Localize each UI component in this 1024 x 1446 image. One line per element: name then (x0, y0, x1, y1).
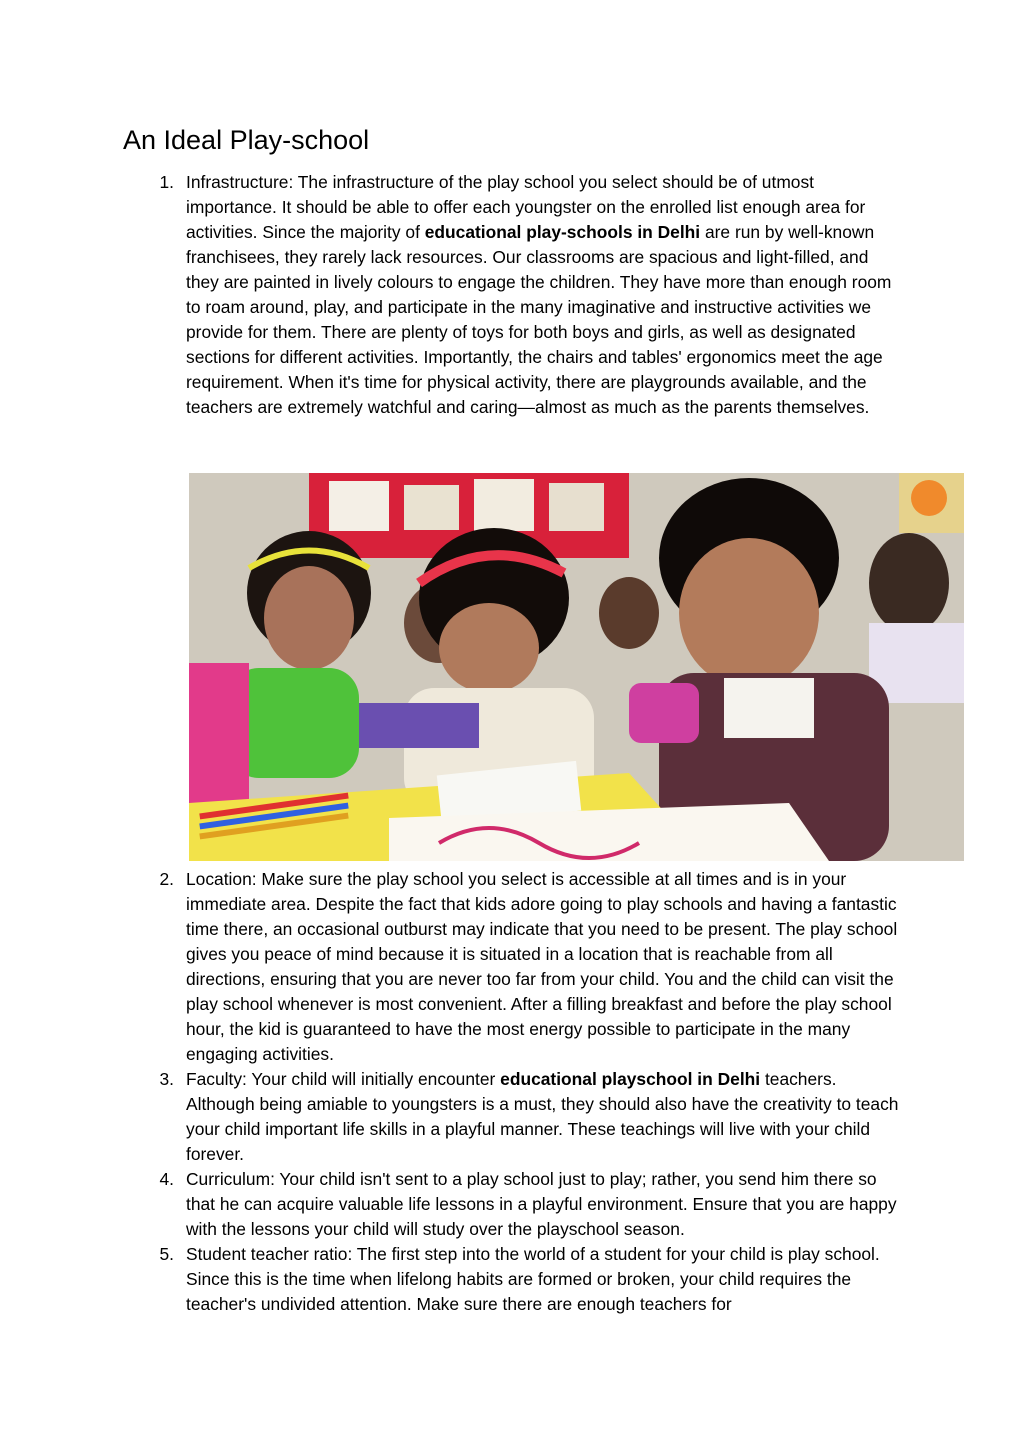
list-text: Student teacher ratio: The first step into the world of a student for your child is play school. Since this is the time when lifelong habits are formed or broken, your child requires the teacher's undivided attention. Make sure there are enough teachers for (186, 1244, 880, 1314)
bold-keyword: educational play-schools in Delhi (424, 222, 701, 242)
page-title: An Ideal Play-school (123, 125, 370, 155)
list-number: 2. (159, 869, 174, 889)
list-text: teachers. Although being amiable to youngsters is a must, they should also have the creativity to teach your child important life skills in a playful manner. These teachings will live with your child forever. (186, 1069, 899, 1164)
list-text: are run by well-known franchisees, they rarely lack resources. Our classrooms are spacious and light-filled, and they are painted in lively colours to engage the children. They have more than enough room to roam around, play, and participate in the many imaginative and instructive activities we provide for them. There are plenty of toys for both boys and girls, as well as designated sections for different activities. Importantly, the chairs and tables' ergonomics meet the age requirement. When it's time for physical activity, there are playgrounds available, and the teachers are extremely watchful and caring—almost as much as the parents themselves. (186, 222, 892, 417)
list-item (159, 1167, 906, 1242)
list-text: Curriculum: Your child isn't sent to a play school just to play; rather, you send him there so that he can acquire valuable life lessons in a playful environment. Ensure that you are happy with the lessons your child will study over the playschool season. (186, 1169, 897, 1239)
list-item (159, 1067, 906, 1167)
list-text: Faculty: Your child will initially encounter (186, 1069, 501, 1089)
classroom-illustration (189, 473, 964, 861)
list-text: Infrastructure: The infrastructure of the play school you select should be of utmost importance. It should be able to offer each youngster on the enrolled list enough area for activities. Since the majority of (186, 172, 866, 242)
list-number: 1. (159, 172, 174, 192)
list-text: Location: Make sure the play school you select is accessible at all times and is in your immediate area. Despite the fact that kids adore going to play schools and having a fantastic time there, an occasional outburst may indicate that you need to be present. The play school gives you peace of mind because it is situated in a location that is reachable from all directions, ensuring that you are never too far from your child. You and the child can visit the play school whenever is most convenient. After a filling breakfast and before the play school hour, the kid is guaranteed to have the most energy possible to participate in the many engaging activities. (186, 869, 898, 1064)
list-item (159, 170, 906, 420)
bold-keyword: educational playschool in Delhi (500, 1069, 761, 1089)
list-number: 3. (159, 1069, 174, 1089)
classroom-photo (189, 473, 964, 861)
list-number: 5. (159, 1244, 174, 1264)
list-number: 4. (159, 1169, 174, 1189)
list-item (159, 867, 906, 1067)
list-item (159, 1242, 906, 1317)
